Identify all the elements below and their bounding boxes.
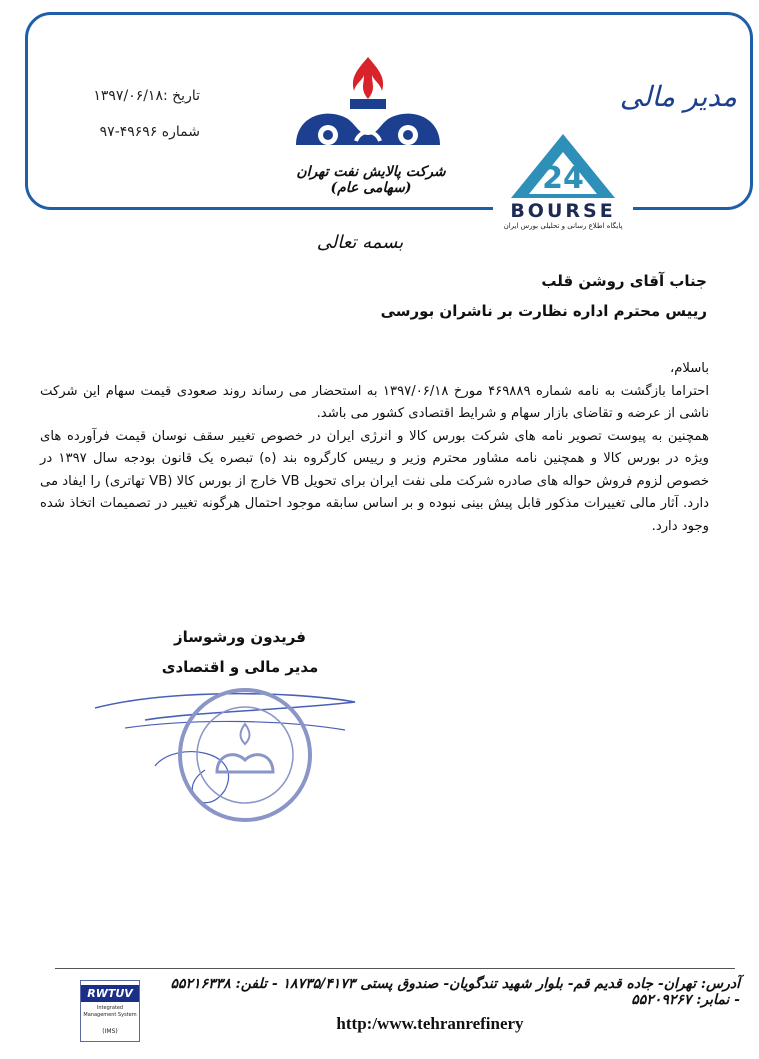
footer-divider <box>55 968 735 969</box>
paragraph-2: همچنین به پیوست تصویر نامه های شرکت بورس کالا و انرژی ایران در خصوص تغییر سقف نوسان قیمت فرآورده های ویژه در بورس کالا و همچنین نامه مشاور محترم وزیر و رییس کارگروه بند (ه) تبصره یک قانون بودجه سال ۱۳۹۷ در خصوص لزوم فروش حواله های صادره شرکت ملی نفت ایران برای تحویل VB خارج از بورس کالا (VB تهاتری) را ایفاد می دارد. آثار مالی تغییرات مذکور قابل پیش بینی نبوده و بر اساس سابقه موجود احتمال هرگونه تغییر در تصمیمات اتخاذ شده وجود دارد. <box>40 428 709 534</box>
footer-website: http:/www.tehranrefinery <box>336 1014 524 1033</box>
svg-text:24: 24 <box>542 161 584 196</box>
rwtuv-name: RWTUV <box>81 985 139 1002</box>
signature-stamp-icon <box>85 680 365 830</box>
department-title: مدیر مالی <box>619 80 737 113</box>
greeting: باسلام، <box>669 361 709 376</box>
bourse-name: BOURSE <box>510 200 616 222</box>
rwtuv-certification-logo <box>80 980 140 1042</box>
letter-number: شماره ۴۹۶۹۶-۹۷ <box>99 124 200 140</box>
company-name: شرکت پالایش نفت تهران (سهامی عام) <box>296 164 446 196</box>
signatory-name: فریدون ورشوساز <box>174 628 306 646</box>
paragraph-1: احتراما بازگشت به نامه شماره ۴۶۹۸۸۹ مورخ ۱۳۹۷/۰۶/۱۸ به استحضار می رساند روند صعودی قیمت سهام این شرکت ناشی از عرضه و تقاضای بازار سهام و شرایط اقتصادی کشور می باشد. <box>40 383 709 421</box>
letter-date: تاریخ :۱۳۹۷/۰۶/۱۸ <box>93 88 200 104</box>
footer-address: آدرس: تهران- جاده قدیم قم- بلوار شهید تندگویان- صندوق پستی ۱۸۷۳۵/۴۱۷۳ - تلفن: ۵۵۲۱۶۳۳۸ - نمابر: ۵۵۲۰۹۲۶۷ <box>170 976 740 1008</box>
addressee-name: جناب آقای روشن قلب <box>541 272 707 290</box>
refinery-logo-icon <box>288 55 448 155</box>
rwtuv-subtitle: Integrated Management System <box>83 1005 137 1018</box>
bourse-triangle-icon <box>493 130 633 202</box>
rwtuv-code: (IMS) <box>102 1028 118 1035</box>
letter-body <box>40 358 709 538</box>
bourse-tagline: پایگاه اطلاع رسانی و تحلیلی بورس ایران <box>503 222 623 230</box>
bourse-logo <box>493 130 633 230</box>
basmala: بسمه تعالی <box>316 232 404 253</box>
addressee-title: رییس محترم اداره نظارت بر ناشران بورسی <box>380 302 707 320</box>
signatory-title: مدیر مالی و اقتصادی <box>161 658 319 676</box>
